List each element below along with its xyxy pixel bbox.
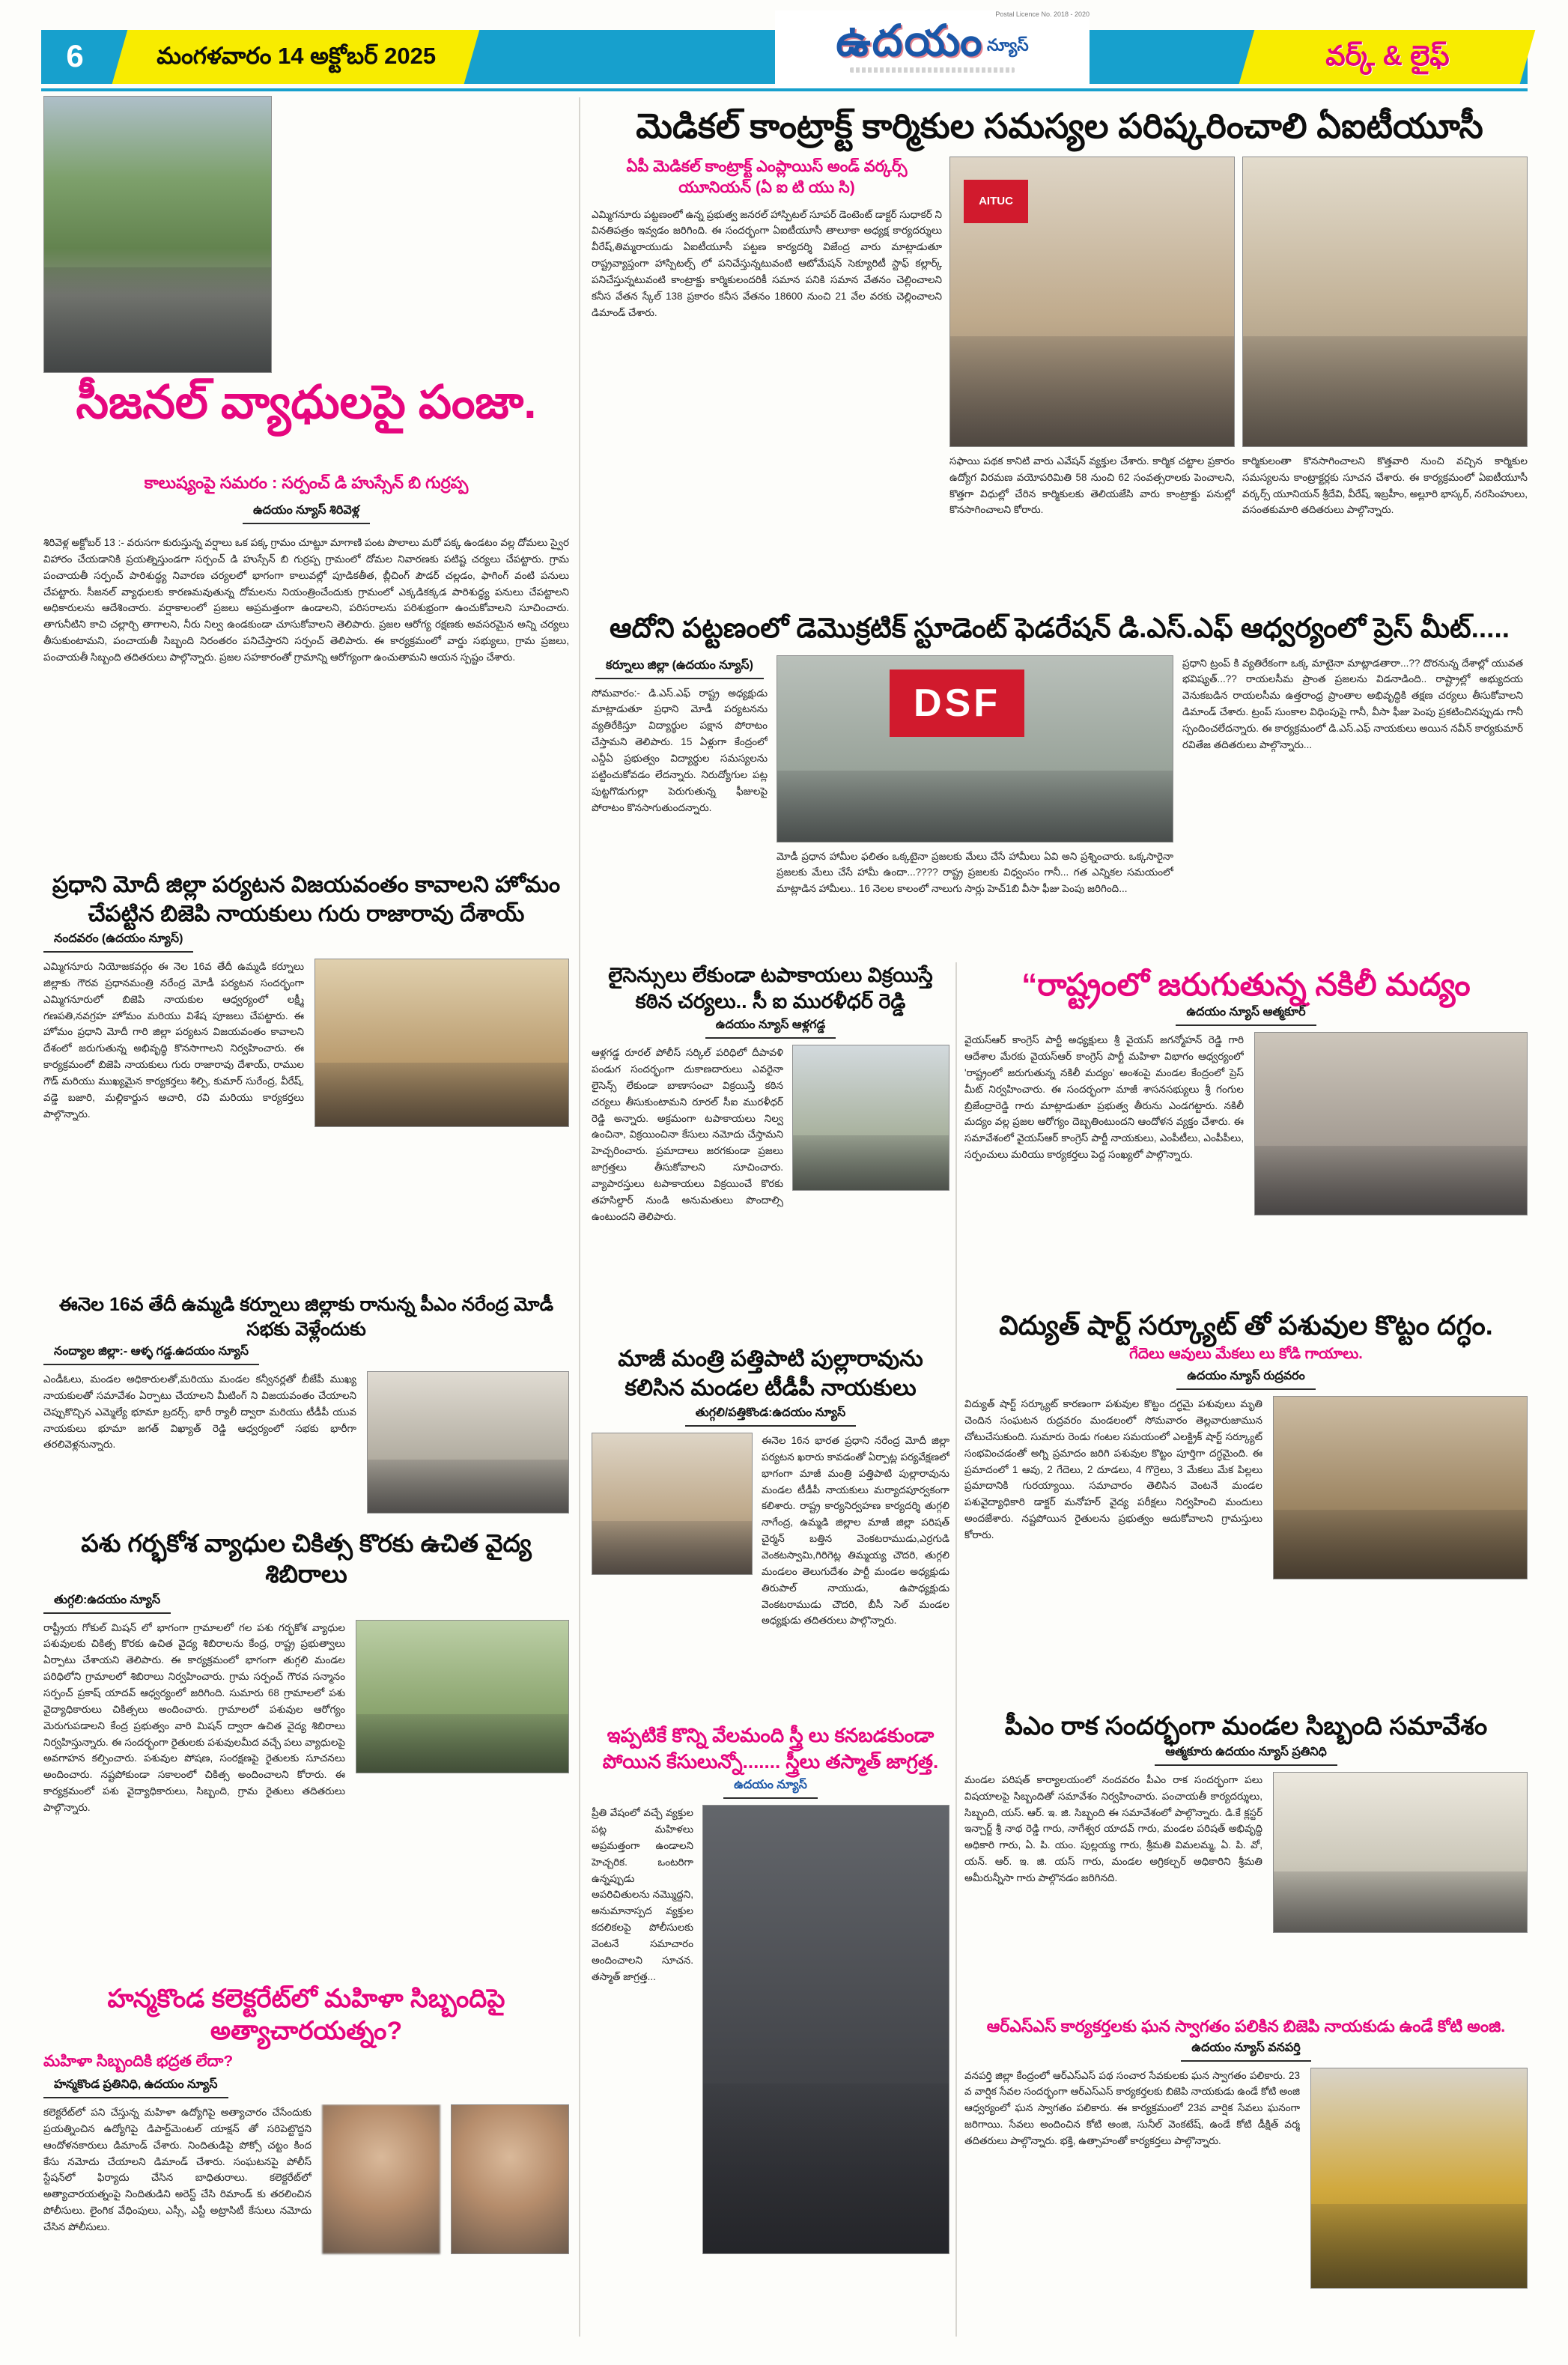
body-pullarao: ఈనెల 16న భారత ప్రధాని నరేంద్ర మోదీ జిల్లా పర్యటన ఖరారు కావడంతో ఏర్పాట్ల పర్యవేక్షణలో భాగంగా మాజీ మంత్రి పత్తిపాటి పుల్లారావును మండల టీడీపీ నాయకులు మర్యాదపూర్వకంగా కలిశారు. రాష్ట్ర కార్యనిర్వహణ కార్యదర్శి తుగ్గలి నాగేంద్ర, ఉమ్మడి జిల్లాల మాజీ జిల్లా పరిషత్ చైర్మన్ బత్తిన వెంకటరాముడు,ఎర్రగుడి వెంకటస్వామి,గిరిగెట్ల తిమ్మయ్య చౌదరి, తుగ్గలి మండలం తెలుగుదేశం పార్టీ మండల అధ్యక్షుడు తిరుపాల్ నాయుడు, ఉపాధ్యక్షుడు వెంకటరాముడు చౌదరి, బీసీ సెల్ మండల అధ్యక్షుడు తదితరులు పాల్గొన్నారు. bbox=[762, 1435, 949, 1627]
byline-hanamkonda: హన్మకొండ ప్రతినిధి, ఉదయం న్యూస్ bbox=[43, 2077, 569, 2098]
content-pullarao bbox=[592, 1433, 949, 1680]
byline-liquor: ఉదయం న్యూస్ ఆత్మకూర్ bbox=[964, 1005, 1528, 1026]
photo-figures bbox=[1255, 1146, 1527, 1215]
lead-col1 bbox=[592, 157, 942, 573]
postal-licence-line: Postal Licence No. 2018 - 2020 bbox=[995, 10, 1090, 18]
dsf-col3 bbox=[1182, 655, 1523, 917]
byline-pmvisit: నంద్యాల జిల్లా:- ఆళ్ళ గడ్డ.ఉదయం న్యూస్ bbox=[43, 1344, 569, 1365]
body-pmvisit: ఎండీఓలు, మండల అధికారులతో,మరియు మండల కన్వీనర్లతో బీజేపీ ముఖ్య నాయకులతో సమావేశం ఏర్పాటు చేయాలని మీటింగ్ ని విజయవంతం చేయాలని చెప్పుకొచ్చిన ఎమ్మెల్యే భూమా బ్రదర్స్. భారీ ర్యాలీ ద్వారా మరియు టీడీపీ యువ నాయకులు భూమా జగత్ విఖ్యాత్ రెడ్డి ఆధ్వర్యంలో సభకు భారీగా తరలివెళ్లనున్నారు. bbox=[43, 1373, 356, 1451]
date-band bbox=[112, 30, 480, 84]
content-pmstaff bbox=[964, 1772, 1528, 1982]
photo-figures bbox=[368, 1460, 568, 1513]
headline-homam: ప్రధాని మోదీ జిల్లా పర్యటన విజయవంతం కావాలని హోమం చేపట్టిన బిజెపి నాయకులు గురు రాజారావు దేశాయ్ bbox=[52, 872, 561, 926]
headline-rss: ఆర్‌ఎస్‌ఎస్ కార్యకర్తలకు ఘన స్వాగతం పలికిన బిజెపి నాయకుడు ఉండే కోటి అంజి. bbox=[986, 2017, 1506, 2035]
headline-seasonal: సీజనల్ వ్యాధులపై పంజా. bbox=[76, 377, 537, 428]
article-cattlecamp bbox=[43, 1528, 569, 1976]
photo-figures bbox=[703, 2083, 949, 2253]
article-crackers bbox=[592, 962, 949, 1337]
photo-figures bbox=[1311, 2204, 1527, 2287]
byline-dsf: కర్నూలు జిల్లా (ఉదయం న్యూస్) bbox=[592, 658, 768, 679]
body-lead-1: ఎమ్మిగనూరు పట్టణంలో ఉన్న ప్రభుత్వ జనరల్ హాస్పిటల్ సూపర్ డెంటెంట్ డాక్టర్ సుధాకర్ ని వినతిపత్రం ఇవ్వడం జరిగింది. ఈ సందర్భంగా ఏఐటీయూసీ తాలూకా అధ్యక్ష కార్యదర్శులు వీరేష్,తిమ్మరాయుడు ఏఐటీయూసీ పట్టణ కార్యదర్శి విజేంద్ర వారు మాట్లాడుతూ రాష్ట్రవ్యాప్తంగా హాస్పిటల్స్ లో పనిచేస్తున్నటువంటి ఆటోమేషన్ సెక్యూరిటీ స్టాఫ్ కల్లార్క్ పనిచేస్తున్నటువంటి కాంట్రాక్టు కార్మికులందరికీ సమాన పనికి సమాన వేతనం చెల్లించాలని కనీస వేతన స్కేల్ 138 ప్రకారం కనీస వేతనం 18600 నుంచి 21 వేల వరకు చెల్లించాలని డిమాండ్ చేశారు. bbox=[592, 208, 942, 318]
article-women bbox=[592, 1722, 949, 2337]
body-dsf-2: మోడీ ప్రధాన హామీల ఫలితం ఒక్కటైనా ప్రజలకు మేలు చేసే హామీలు ఏవి అని ప్రశ్నించారు. ఒక్కసారైనా ప్రజలకు మేలు చేసే హామీ ఉందా...???? రాష్ట్ర ప్రజలకు విధ్వంసం గానీ... గత ఎన్నికల సమయంలో మాట్లాడిన హామీలు.. 16 నెలల కాలంలో నాలుగు సార్లు హెచ్1బి వీసా ఫీజు పెంపు జరిగింది... bbox=[777, 850, 1173, 895]
page-number: 6 bbox=[66, 38, 84, 73]
photo-group-hanamkonda bbox=[322, 2104, 569, 2258]
body-lead-3: కార్మికులంతా కొనసాగించాలని కొత్తవారి నుంచి వచ్చిన కార్మికుల సమస్యలను కాంట్రాక్టర్లకు సూచన చేశారు. ఈ కార్యక్రమంలో ఏఐటీయూసీ వర్కర్స్ యూనియన్ శ్రీదేవి, వీరేష్, ఇబ్రహీం, అల్లూరి భాస్కర్, నరసింహులు, వసంతకుమారి తదితరులు పాల్గొన్నారు. bbox=[1242, 455, 1528, 516]
photo-figures bbox=[1243, 336, 1527, 446]
content-homam bbox=[43, 959, 569, 1273]
body-women: ప్రీతి వేషంలో వచ్చే వ్యక్తుల పట్ల మహిళలు అప్రమత్తంగా ఉండాలని హెచ్చరిక. ఒంటరిగా ఉన్నప్పుడు అపరిచితులను నమ్మొద్దని, అనుమానాస్పద వ్యక్తుల కదలికలపై పోలీసులకు వెంటనే సమాచారం అందించాలని సూచన. తస్మాత్ జాగ్రత్త... bbox=[592, 1807, 693, 1982]
body-crackers: ఆళ్లగడ్డ రూరల్ పోలీస్ సర్కిల్ పరిధిలో దీపావళి పండుగ సందర్భంగా దుకాణదారులు ఎవరైనా లైసెన్స్ లేకుండా బాణాసంచా విక్రయిస్తే కఠిన చర్యలు తీసుకుంటామని రూరల్ సీఐ మురళీధర్ రెడ్డి అన్నారు. అక్రమంగా టపాకాయలు నిల్వ ఉంచినా, విక్రయించినా కేసులు నమోదు చేస్తామని హెచ్చరించారు. ప్రమాదాలు జరగకుండా ప్రజలు జాగ్రత్తలు తీసుకోవాలని సూచించారు. వ్యాపారస్తులు టపాకాయలు విక్రయించే కొరకు తహసిల్దార్ నుండి అనుమతులు పొందాల్సి ఉంటుందని తెలిపారు. bbox=[592, 1047, 783, 1222]
photo-aituc-meeting-2 bbox=[1242, 157, 1528, 447]
body-lead-2: సఫాయి పథక కానిటి వారు ఎవేషన్ వ్యక్తుల చేశారు. కార్మిక చట్టాల ప్రకారం ఉద్యోగ విరమణ వయోపరిమితి 58 నుంచి 62 సంవత్సరాలకు పెంచాలని, కొత్తగా విధుల్లో చేరిన కార్మికులకు తెలియజేసి వారు కాంట్రాక్టు పనుల్లో కొనసాగించాలని కోరారు. bbox=[949, 455, 1235, 516]
article-dsf bbox=[592, 613, 1528, 956]
photo-figures bbox=[950, 336, 1234, 446]
headline-pullarao: మాజీ మంత్రి పత్తిపాటి పుల్లారావును కలిసిన మండల టీడీపీ నాయకులు bbox=[618, 1347, 923, 1400]
lead-grid bbox=[592, 157, 1528, 573]
body-homam: ఎమ్మిగనూరు నియోజకవర్గం ఈ నెల 16వ తేదీ ఉమ్మడి కర్నూలు జిల్లాకు గౌరవ ప్రధానమంత్రి నరేంద్ర మోడీ పర్యటన సందర్భంగా ఎమ్మిగనూరులో బిజెపి నాయకుల ఆధ్వర్యంలో లక్ష్మీ గణపతి,నవగ్రహ హోమం మరియు విశేష పూజలు చేపట్టారు. ఈ హోమం ప్రధాని మోదీ గారి జిల్లా పర్యటన విజయవంతం కావాలని దేశంలో జరుగుతున్న అభివృద్ధి కొనసాగాలని నిర్వహించారు. ఈ కార్యక్రమంలో బిజెపి నాయకులు గురు రాజారావు దేశాయ్, రాముల గౌడ్ మరియు ముఖ్యమైన కార్యకర్తలు శిల్పి, కుమార్ సురేంద్ర, వీరేష్, వడ్డె బజారి, మల్లికార్జున ఆచారి, రవి మరియు కార్యకర్తలు పాల్గొన్నారు. bbox=[43, 961, 304, 1120]
photo-figures bbox=[1274, 1510, 1527, 1579]
content-fire bbox=[964, 1396, 1528, 1666]
content-crackers bbox=[592, 1045, 949, 1292]
photo-village-sarpanch-road bbox=[43, 96, 272, 373]
content-women bbox=[592, 1805, 949, 2260]
photo-figures bbox=[356, 1714, 568, 1772]
body-fire: విద్యుత్ షార్ట్ సర్క్యూట్ కారణంగా పశువుల కొట్టం దగ్ధమై పశువులు మృతి చెందిన సంఘటన రుద్రవరం మండలంలో సోమవారం తెల్లవారుజామున చోటుచేసుకుంది. సుమారు రెండు గంటల సమయంలో ఎలక్ట్రిక్ షార్ట్ సర్క్యూట్ సంభవించడంతో అగ్ని ప్రమాదం జరిగి పశువుల కొట్టం పూర్తిగా దగ్ధమైంది. ఈ ప్రమాదంలో 1 ఆవు, 2 గేదెలు, 2 దూడలు, 4 గొర్రెలు, 3 మేకలు మేక పిల్లలు ప్రమాదానికి గురయ్యాయి. సమాచారం తెలిసిన వెంటనే మండల పశువైద్యాధికారి డాక్టర్ మనోహర్ వైద్య పరీక్షలు నిర్వహించి మందులు అందజేశారు. నష్టపోయిన రైతులను ప్రభుత్వం ఆదుకోవాలని గ్రామస్తులు కోరారు. bbox=[964, 1398, 1262, 1541]
dsf-col1 bbox=[592, 655, 768, 917]
body-cattlecamp: రాష్ట్రీయ గోకుల్ మిషన్ లో భాగంగా గ్రామాలలో గల పశు గర్భకోశ వ్యాధుల పశువులకు చికిత్స కొరకు ఉచిత వైద్య శిబిరాలను కేంద్ర, రాష్ట్ర ప్రభుత్వాలు ఏర్పాటు చేశాయని తెలిపారు. ఈ కార్యక్రమంలో భాగంగా తుగ్గలి మండల పరిధిలోని గ్రామాలలో శిబిరాలు నిర్వహించారు. గ్రామ సర్పంచ్ గౌరవ సన్మానం సర్పంచ్ ప్రకాష్ యాదవ్ ఆధ్వర్యంలో జరిగింది. సుమారు 68 గ్రామాలలో పశు వైద్యాధికారులు చికిత్సలు అందించారు. గ్రామాలలో పశువుల ఆరోగ్యం మెరుగుపడాలని కేంద్ర ప్రభుత్వం వారి మిషన్ ద్వారా ఉచిత వైద్య శిబిరాలు నిర్వహిస్తున్నారు. ఈ సందర్భంగా రైతులకు పశువులమీద వచ్చే పలు వ్యాధులపై అవగాహన కల్పించారు. పశువుల పోషణ, సంరక్షణపై రైతులకు సూచనలు అందించారు. నష్టపోకుండా సకాలంలో చికిత్స అందించాలని కోరారు. ఈ కార్యక్రమంలో పశు వైద్యాధికారులు, సిబ్బంది, గ్రామ రైతులు తదితరులు పాల్గొన్నారు. bbox=[43, 1621, 345, 1813]
article-liquor bbox=[964, 968, 1528, 1303]
body-seasonal: శిరివెళ్ల అక్టోబర్ 13 :- వరుసగా కురుస్తున్న వర్షాలు ఒక పక్క గ్రామం చూట్టూ మాగాణి పంట పొలాలు మరో పక్క ఉండటం వల్ల దోమలు స్వైర విహారం చేయడానికి ప్రయత్నిస్తుండగా సర్పంచ్ డి హుస్సేన్ బి గుర్రప్ప గ్రామంలో దోమల నివారణకు పటిష్ట చర్యలు చేపట్టారు. గ్రామ పంచాయతీ సర్పంచ్ పారిశుద్ధ్య నివారణ చర్యలలో భాగంగా కాలువల్లో పూడికతీత, బ్లీచింగ్ పౌడర్ చల్లడం, ఫాగింగ్ వంటి పనులు చేపట్టారు. సీజనల్ వ్యాధులకు కారణమవుతున్న దోమలను నియంత్రించేందుకు గ్రామంలో ఎక్కడికక్కడ పారిశుద్ధ్య పనులు చేపట్టాలని అధికారులను ఆదేశించారు. వర్షాకాలంలో ప్రజలు అప్రమత్తంగా ఉండాలని, పరిసరాలను పరిశుభ్రంగా ఉంచుకోవాలని సూచించారు. తాగునీటిని కాచి చల్లార్చి తాగాలని, నీరు నిల్వ ఉండకుండా చూసుకోవాలని తెలిపారు. ప్రజల ఆరోగ్య రక్షణకు అవసరమైన అన్ని చర్యలు తీసుకుంటామని, పంచాయతీ సిబ్బంది నిరంతరం పనిచేస్తారని సర్పంచ్ తెలిపారు. ఈ కార్యక్రమంలో వార్డు సభ్యులు, గ్రామ ప్రజలు, పంచాయతీ సిబ్బంది తదితరులు పాల్గొన్నారు. ప్రజల సహకారంతో గ్రామాన్ని ఆరోగ్యంగా ఉంచుతామని ఆయన స్పష్టం చేశారు. bbox=[43, 537, 569, 664]
headline-dsf: ఆదోని పట్టణంలో డెమొక్రటిక్ స్టూడెంట్ ఫెడరేషన్ డి.ఎస్.ఎఫ్ ఆధ్వర్యంలో ప్రెస్ మీట్..... bbox=[609, 613, 1510, 643]
body-dsf-3: ప్రధాని ట్రంప్ కి వ్యతిరేకంగా ఒక్క మాటైనా మాట్లాడతారా...?? దొరనున్న దేశాల్లో యువత భవిష్యత్...?? రాయలసీమ ప్రాంత ప్రజలను విడనాడింది.. రాష్ట్రాల్లో అభ్యుదయ వెనుకబడిన రాయలసీమ ఉత్తరాంధ్ర ప్రాంతాల అభివృద్ధికి తక్షణ చర్యలు తీసుకోవాలని డిమాండ్ చేశారు. ట్రంప్ సుంకాల విధింపుపై గానీ, వీసా ఫీజు పెంపు ప్రకటించినప్పుడు గానీ స్పందించలేదన్నారు. ఈ కార్యక్రమంలో డి.ఎస్.ఎఫ్ నాయకులు అయిన నవీన్ కార్యకుమార్ రవితేజ తదితరులు పాల్గొన్నారు... bbox=[1182, 657, 1523, 750]
lead-col2 bbox=[949, 157, 1235, 573]
headline-liquor: “రాష్ట్రంలో జరుగుతున్న నకిలీ మద్యం bbox=[1021, 967, 1471, 1002]
article-lead bbox=[592, 106, 1528, 607]
article-fire bbox=[964, 1309, 1528, 1704]
photo-figures bbox=[1274, 1871, 1527, 1932]
byline-homam: నందవరం (ఉదయం న్యూస్) bbox=[43, 932, 569, 953]
section-band bbox=[1239, 30, 1536, 84]
photo-portrait-blurred-1 bbox=[322, 2104, 440, 2254]
byline-pullarao: తుగ్గలి/పత్తికొండ:ఉదయం న్యూస్ bbox=[592, 1406, 949, 1427]
body-pmstaff: మండల పరిషత్ కార్యాలయంలో నందవరం పీఎం రాక సందర్భంగా పలు విషయాలపై సిబ్బందితో సమావేశం నిర్వహించారు. పంచాయతీ కార్యదర్శులు, సిబ్బంది, యస్. ఆర్. ఇ. జి. సిబ్బంది ఈ సమావేశంలో పాల్గొన్నారు. డి.కే క్లస్టర్ ఇన్చార్జ్ శ్రీ నాథ రెడ్డి గారు, నాగేశ్వర యాదవ్ గారు, మండల పరిషత్ అభివృద్ధి అధికారి గారు, ఏ. పి. యం. పుల్లయ్య గారు, శ్రీమతి విమలమ్మ, ఏ. పి. వో, యన్. ఆర్. ఇ. జి. యస్ గారు, మండల అగ్రికల్చర్ అధికారిని శ్రీమతి అమీరున్నీసా గారు పాల్గొనడం జరిగినది. bbox=[964, 1773, 1262, 1883]
subhead-lead: ఏపీ మెడికల్ కాంట్రాక్ట్ ఎంప్లాయిస్ అండ్ వర్కర్స్ యూనియన్ (ఏ ఐ టి యు సి) bbox=[626, 157, 908, 197]
byline-pmstaff: ఆత్మకూరు ఉదయం న్యూస్ ప్రతినిధి bbox=[964, 1745, 1528, 1766]
content-hanamkonda bbox=[43, 2104, 569, 2329]
headline-hanamkonda: హన్మకొండ కలెక్టరేట్‌లో మహిళా సిబ్బందిపై అత్యాచారయత్నం? bbox=[107, 1985, 505, 2045]
photo-figures bbox=[592, 1521, 752, 1574]
body-rss: వనపర్తి జిల్లా కేంద్రంలో ఆర్‌ఎస్‌ఎస్ పథ సంచార సేవకులకు ఘన స్వాగతం పలికారు. 23 వ వార్షిక సేవల సందర్భంగా ఆర్‌ఎస్‌ఎస్ కార్యకర్తలకు బిజెపి నాయకుడు ఉండే కోటి అంజి ఆధ్వర్యంలో ఘన స్వాగతం పలికారు. ఈ కార్యక్రమంలో 23వ వార్షిక సేవలు ఘనంగా జరిగాయి. సేవలు అందించిన కోటి అంజి, సునీల్ వెంకటేష్, ఉండే కోటి డీక్షిత్ వర్మ తదితరులు పాల్గొన్నారు. భక్తి, ఉత్సాహంతో కార్యకర్తలు పాల్గొన్నారు. bbox=[964, 2069, 1300, 2147]
subhead-seasonal: కాలుష్యంపై సమరం : సర్పంచ్ డి హుస్సేన్ బి గుర్రప్ప bbox=[144, 473, 469, 492]
dsf-grid bbox=[592, 655, 1528, 917]
article-pullarao bbox=[592, 1344, 949, 1715]
article-pmstaff bbox=[964, 1711, 1528, 2009]
content-pmvisit bbox=[43, 1371, 569, 1521]
photo-dsf-pressmeet bbox=[777, 655, 1173, 843]
dsf-banner: DSF bbox=[890, 670, 1024, 737]
masthead-logo: ఉదయం bbox=[836, 16, 984, 65]
body-hanamkonda: కలెక్టరేట్‌లో పని చేస్తున్న మహిళా ఉద్యోగిపై అత్యాచారం చేసేందుకు ప్రయత్నించిన ఉద్యోగిపై డిపార్ట్‌మెంటల్ యాక్షన్ తో సరిపెట్టొద్దని ఆందోళనకారులు డిమాండ్ చేశారు. నిందితుడిపై పోక్సో చట్టం కింద కేసు నమోదు చేయాలని డిమాండ్ చేశారు. సంఘటనపై పోలీస్ స్టేషన్‌లో ఫిర్యాదు చేసిన బాధితురాలు. కలెక్టరేట్‌లో అత్యాచారయత్నంపై నిందితుడిని అరెస్ట్ చేసి రిమాండ్ కు తరలించిన పోలీసులు. లైంగిక వేధింపులు, ఎస్సీ, ఎస్టీ అట్రాసిటీ కేసులు నమోదు చేసిన పోలీసులు. bbox=[43, 2107, 312, 2233]
photo-ysrcp-pressmeet bbox=[1254, 1032, 1528, 1215]
masthead-tagline-microtext bbox=[850, 67, 1015, 73]
headline-pmvisit: ఈనెల 16వ తేదీ ఉమ్మడి కర్నూలు జిల్లాకు రానున్న పీఎం నరేంద్ర మోడీ సభకు వెళ్లేందుకు bbox=[58, 1294, 554, 1340]
header-rule bbox=[41, 88, 1528, 91]
masthead-suffix: న్యూస్ bbox=[987, 35, 1029, 55]
column-separator-right bbox=[955, 962, 957, 2337]
column-separator-left bbox=[579, 97, 580, 2337]
byline-fire: ఉదయం న్యూస్ రుద్రవరం bbox=[964, 1369, 1528, 1390]
photo-mandal-meeting-hall bbox=[1273, 1772, 1528, 1933]
byline-crackers: ఉదయం న్యూస్ ఆళ్లగడ్డ bbox=[592, 1018, 949, 1039]
subhead-hanamkonda: మహిళా సిబ్బందికి భద్రత లేదా? bbox=[43, 2053, 234, 2070]
article-hanamkonda bbox=[43, 1983, 569, 2337]
photo-portrait-man bbox=[451, 2104, 569, 2254]
content-rss bbox=[964, 2068, 1528, 2295]
lead-col3 bbox=[1242, 157, 1528, 573]
page-date: మంగళవారం 14 అక్టోబర్ 2025 bbox=[156, 43, 436, 69]
subhead-fire: గేదెలు ఆవులు మేకలు లు కోడి గాయాలు. bbox=[1129, 1346, 1363, 1363]
article-pmvisit bbox=[43, 1293, 569, 1522]
photo-cattle-camp bbox=[356, 1620, 569, 1773]
photo-aituc-meeting-1 bbox=[949, 157, 1235, 447]
byline-rss: ఉదయం న్యూస్ వనపర్తి bbox=[964, 2041, 1528, 2062]
photo-figures bbox=[315, 1063, 568, 1126]
headline-women: ఇప్పటికే కొన్ని వేలమంది స్త్రీ లు కనబడకుండా పోయిన కేసులున్నో....... స్త్రీలు తస్మాత్ జాగ్రత్త. bbox=[602, 1724, 939, 1773]
photo-tdp-leaders bbox=[592, 1433, 753, 1575]
content-liquor bbox=[964, 1032, 1528, 1272]
dsf-col2 bbox=[777, 655, 1173, 917]
photo-police-ci bbox=[792, 1045, 949, 1191]
headline-cattlecamp: పశు గర్భకోశ వ్యాధుల చికిత్స కొరకు ఉచిత వైద్య శిబిరాలు bbox=[81, 1529, 532, 1588]
aituc-flag: AITUC bbox=[964, 180, 1028, 223]
headline-fire: విద్యుత్ షార్ట్ సర్క్యూట్ తో పశువుల కొట్టం దగ్ధం. bbox=[999, 1310, 1493, 1341]
photo-figures bbox=[793, 1135, 949, 1190]
photo-rss-vehicle bbox=[1310, 2068, 1528, 2289]
masthead-panel bbox=[775, 10, 1090, 88]
headline-lead: మెడికల్ కాంట్రాక్ట్ కార్మికుల సమస్యల పరిష్కరించాలి ఏఐటీయూసీ bbox=[636, 106, 1483, 145]
byline-seasonal: ఉదయం న్యూస్ శిరివెళ్ల bbox=[43, 503, 569, 524]
photo-street-cctv bbox=[702, 1805, 949, 2254]
headline-crackers: లైసెన్సులు లేకుండా టపాకాయలు విక్రయిస్తే కఠిన చర్యలు.. సీ ఐ మురళీధర్ రెడ్డి bbox=[608, 964, 933, 1013]
byline-women: ఉదయం న్యూస్ bbox=[592, 1778, 949, 1799]
content-cattlecamp bbox=[43, 1620, 569, 1972]
article-homam bbox=[43, 870, 569, 1290]
section-title: వర్క్ & లైఫ్ bbox=[1325, 40, 1450, 71]
body-dsf-1: సోమవారం:- డి.ఎస్.ఎఫ్ రాష్ట్ర అధ్యక్షుడు మాట్లాడుతూ ప్రధాని మోడీ పర్యటనను వ్యతిరేకిస్తూ విద్యార్థుల పక్షాన పోరాటం చేస్తామని తెలిపారు. 15 ఏళ్లుగా కేంద్రంలో ఎన్డీఏ ప్రభుత్వం విద్యార్థుల సమస్యలను పట్టించుకోవడం లేదన్నారు. నిరుద్యోగుల పట్ల పుట్టగొడుగుల్లా పెరుగుతున్న ఫీజులపై పోరాటం కొనసాగుతుందన్నారు. bbox=[592, 687, 768, 813]
photo-figures bbox=[777, 771, 1173, 841]
photo-burnt-cattle-shed bbox=[1273, 1396, 1528, 1579]
body-liquor: వైయస్ఆర్ కాంగ్రెస్ పార్టీ అధ్యక్షులు శ్రీ వైయస్ జగన్మోహన్ రెడ్డి గారి ఆదేశాల మేరకు వైయస్ఆర్ కాంగ్రెస్ పార్టీ మహిళా విభాగం ఆధ్వర్యంలో 'రాష్ట్రంలో జరుగుతున్న నకిలీ మద్యం' అంశంపై మండల కేంద్రంలో ప్రెస్ మీట్ నిర్వహించారు. ఈ సందర్భంగా మాజీ శాసనసభ్యులు శ్రీ గంగుల బ్రిజేంద్రారెడ్డి గారు మాట్లాడుతూ ప్రభుత్వ తీరును ఎండగట్టారు. నకిలీ మద్యం వల్ల ప్రజల ఆరోగ్యం దెబ్బతింటుందని ఆందోళన వ్యక్తం చేశారు. ఈ సమావేశంలో వైయస్ఆర్ కాంగ్రెస్ పార్టీ నాయకులు, ఎంపీటీలు, ఎంపీపీలు, సర్పంచులు మరియు కార్యకర్తలు పెద్ద సంఖ్యలో పాల్గొన్నారు. bbox=[964, 1034, 1244, 1161]
article-rss bbox=[964, 2016, 1528, 2337]
headline-pmstaff: పీఎం రాక సందర్భంగా మండల సిబ్బంది సమావేశం bbox=[1004, 1712, 1488, 1740]
photo-homam-ritual bbox=[314, 959, 569, 1127]
byline-cattlecamp: తుగ్గలి:ఉదయం న్యూస్ bbox=[43, 1593, 569, 1614]
photo-office-meeting bbox=[367, 1371, 569, 1514]
photo-figures bbox=[44, 267, 271, 372]
